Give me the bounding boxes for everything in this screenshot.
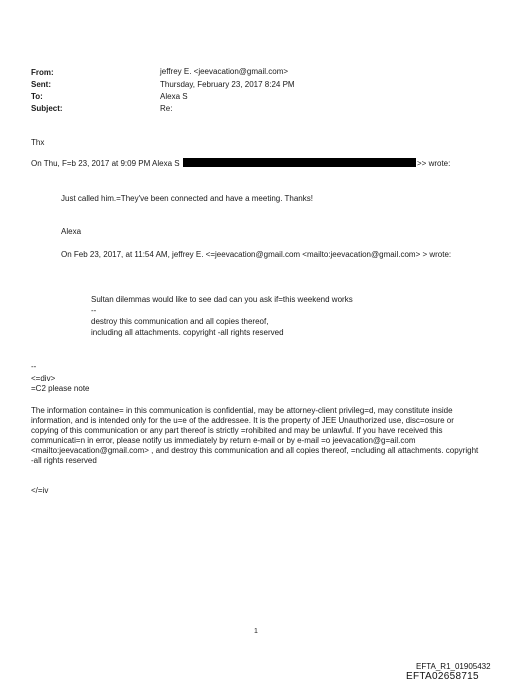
confidentiality-disclaimer: The information containe= in this communication is confidential, may be attorney-client privileg=d, may constitute inside information, and is intended only for the u=e of the addressee. It is the property of JEE Unauthorized use, disc=osure or copying of this communication or any part thereof is strictly =rohibited and may be unlawful. If you have received this communicati=n in error, please notify us immediately by return e-mail or by e-mail =o jeevacation@g=ail.com <mailto:jeevacation@gmail.com> , and destroy this communication and all copies thereof, =ncluding all attachments. copyright -all rights reserved xyxy=(31,406,479,465)
from-value: jeffrey E. <jeevacation@gmail.com> xyxy=(160,67,289,76)
message-line-3: including all attachments. copyright -all rights reserved xyxy=(91,328,284,337)
message-line-1: Sultan dilemmas would like to see dad can you ask if=this weekend works xyxy=(91,295,353,304)
quote2-header: On Feb 23, 2017, at 11:54 AM, jeffrey E. <=jeevacation@gmail.com <mailto:jeevacation@gmail.com> > wrote: xyxy=(61,250,452,259)
redaction-bar xyxy=(183,158,416,167)
c2-note: =C2 please note xyxy=(31,384,90,393)
to-value: Alexa S xyxy=(160,92,188,101)
efta-code-2: EFTA02658715 xyxy=(406,671,479,682)
sent-label: Sent: xyxy=(31,80,51,89)
subject-value: Re: xyxy=(160,104,173,113)
to-label: To: xyxy=(31,92,43,101)
quote1-suffix: >> wrote: xyxy=(417,159,451,168)
message-line-2: destroy this communication and all copies thereof, xyxy=(91,317,269,326)
from-label: From: xyxy=(31,68,54,77)
separator-dashes: -- xyxy=(31,362,37,371)
sent-value: Thursday, February 23, 2017 8:24 PM xyxy=(160,80,295,89)
thx-text: Thx xyxy=(31,138,45,147)
efta-code-1: EFTA_R1_01905432 xyxy=(416,662,491,671)
signature-text: Alexa xyxy=(61,227,82,236)
page-number: 1 xyxy=(254,628,258,635)
quote1-prefix: On Thu, F=b 23, 2017 at 9:09 PM Alexa S xyxy=(31,159,180,168)
message-dashes: -- xyxy=(91,306,97,315)
reply1-text: Just called him.=They've been connected and have a meeting. Thanks! xyxy=(61,194,313,203)
div-close-tag: </=iv xyxy=(31,486,49,495)
subject-label: Subject: xyxy=(31,104,63,113)
div-open-tag: <=div> xyxy=(31,374,56,383)
